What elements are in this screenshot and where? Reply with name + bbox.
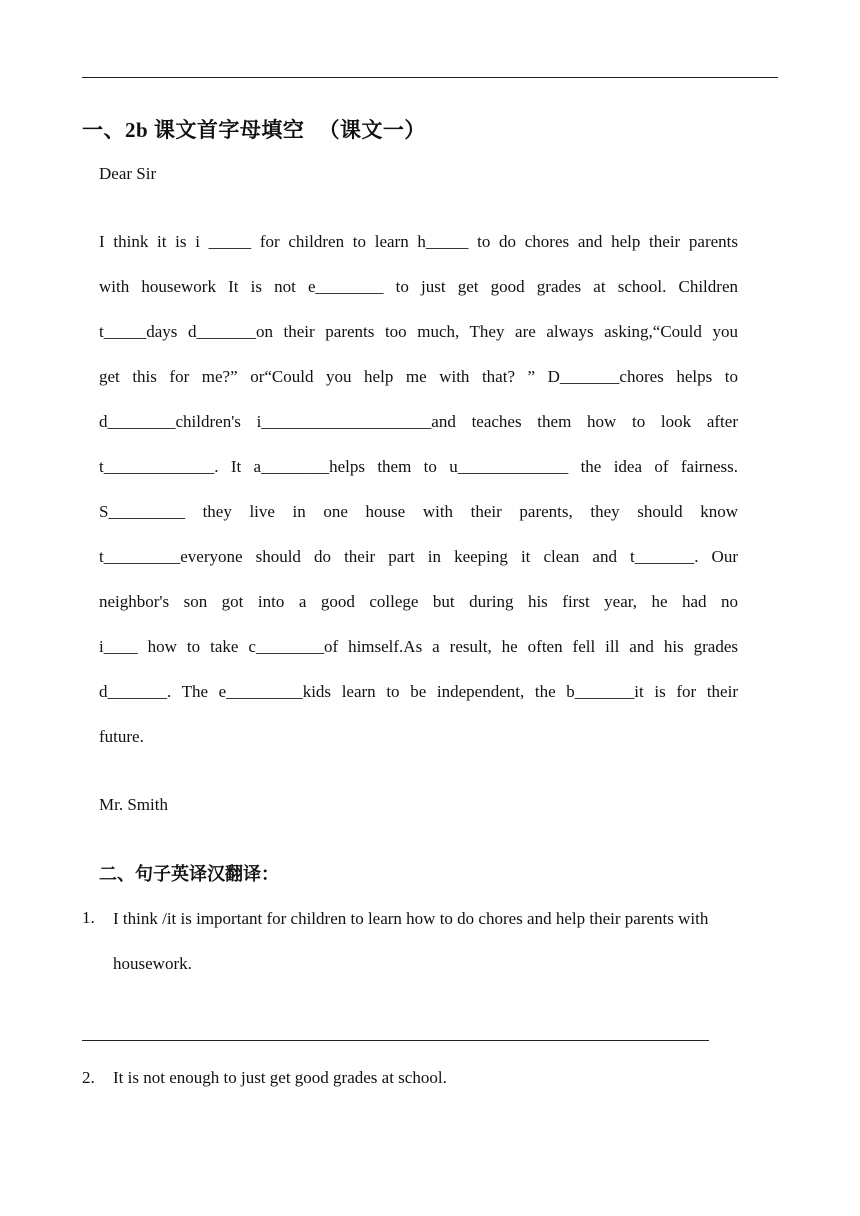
passage-line: S_________ they live in one house with their parents, they should know	[99, 502, 738, 521]
passage-line: with housework It is not e________ to just get good grades at school. Children	[99, 277, 738, 296]
passage-line: I think it is i _____ for children to learn h_____ to do chores and help their parents	[99, 232, 738, 251]
section-1-heading: 一、2b 课文首字母填空	[82, 118, 305, 142]
section-1-title	[82, 114, 426, 144]
passage-line: t_________everyone should do their part in keeping it clean and t_______. Our	[99, 547, 738, 566]
passage-line: future.	[99, 727, 144, 746]
passage-line: get this for me?” or“Could you help me with that? ” D_______chores helps to	[99, 367, 738, 386]
answer-line[interactable]	[82, 1040, 709, 1041]
item-number: 1.	[82, 908, 95, 927]
item-text: It is not enough to just get good grades at school.	[113, 1068, 447, 1087]
letter-signature: Mr. Smith	[99, 795, 168, 814]
passage-line: i____ how to take c________of himself.As a result, he often fell ill and his grades	[99, 637, 738, 656]
passage-line: d_______. The e_________kids learn to be independent, the b_______it is for their	[99, 682, 738, 701]
section-1-subtitle: （课文一）	[318, 118, 426, 142]
passage-line: t_____________. It a________helps them to u_____________ the idea of fairness.	[99, 457, 738, 476]
cloze-passage	[99, 219, 738, 759]
passage-line: t_____days d_______on their parents too much, They are always asking,“Could you	[99, 322, 738, 341]
letter-salutation: Dear Sir	[99, 164, 157, 183]
item-text: I think /it is important for children to learn how to do chores and help their parents with housework.	[113, 909, 709, 973]
passage-line: neighbor's son got into a good college but during his first year, he had no	[99, 592, 738, 611]
passage-line: d________children's i____________________and teaches them how to look after	[99, 412, 738, 431]
item-number: 2.	[82, 1068, 95, 1087]
section-2-title: 二、句子英译汉翻译：	[99, 864, 279, 884]
header-rule	[82, 77, 778, 78]
